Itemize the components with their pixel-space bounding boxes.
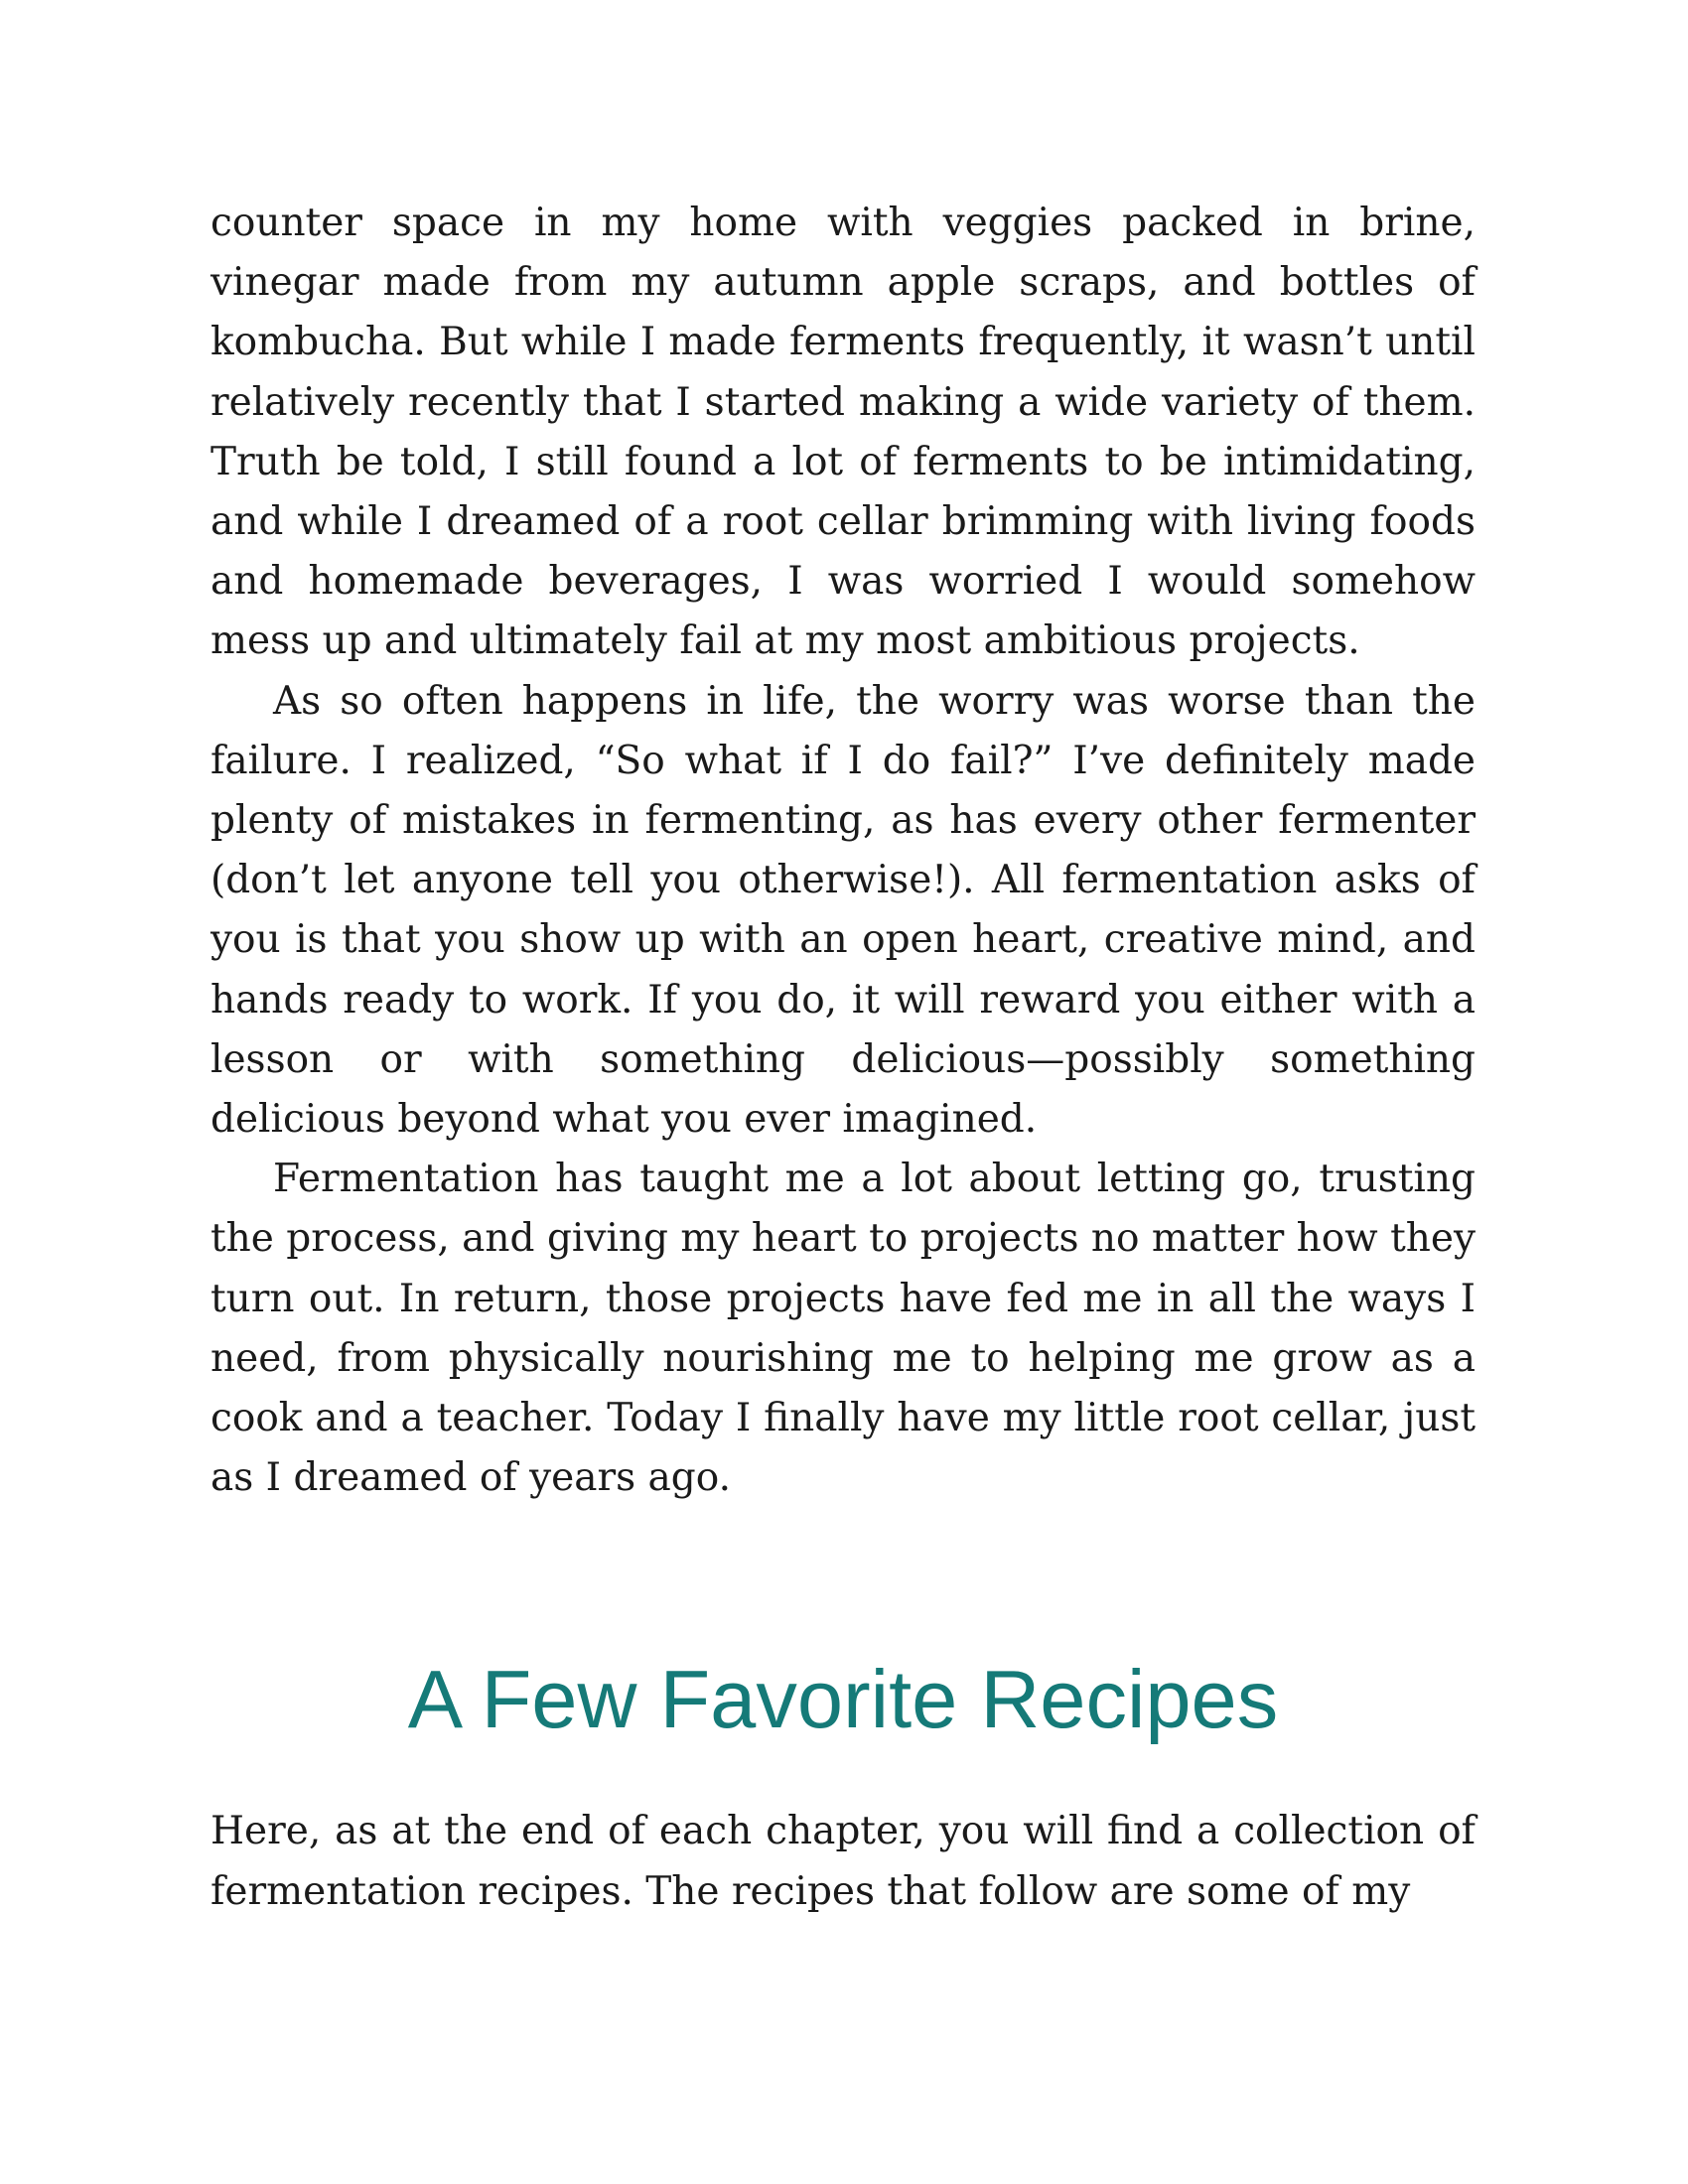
body-paragraph-1: counter space in my home with veggies packed in brine, vinegar made from my autumn apple scraps, and bottles of kombucha. But while I made ferments frequently, it wasn’t until relatively recently that I started making a wide variety of them. Truth be told, I still found a lot of ferments to be intimidating, and while I dreamed of a root cellar brimming with living foods and homemade beverages, I was worried I would somehow mess up and ultimately fail at my most ambitious projects. <box>211 201 1476 664</box>
section-heading: A Few Favorite Recipes <box>407 1653 1279 1746</box>
body-paragraph-3: Fermentation has taught me a lot about letting go, trusting the process, and giving my heart to projects no matter how they turn out. In return, those projects have fed me in all the ways I need, from physically nourishing me to helping me grow as a cook and a teacher. Today I finally have my little root cellar, just as I dreamed of years ago. <box>211 1157 1476 1501</box>
body-paragraph-2: As so often happens in life, the worry was worse than the failure. I realized, “So what if I do fail?” I’ve definitely made plenty of mistakes in fermenting, as has every other fermenter (don’t let anyone tell you otherwise!). All fermentation asks of you is that you show up with an open heart, creative mind, and hands ready to work. If you do, it will reward you either with a lesson or with something delicious—possibly something delicious beyond what you ever imagined. <box>211 678 1476 1143</box>
section-intro-paragraph: Here, as at the end of each chapter, you will find a collection of fermentation recipes. The recipes that follow are some of my <box>211 1809 1476 1914</box>
book-page <box>211 194 1476 1922</box>
